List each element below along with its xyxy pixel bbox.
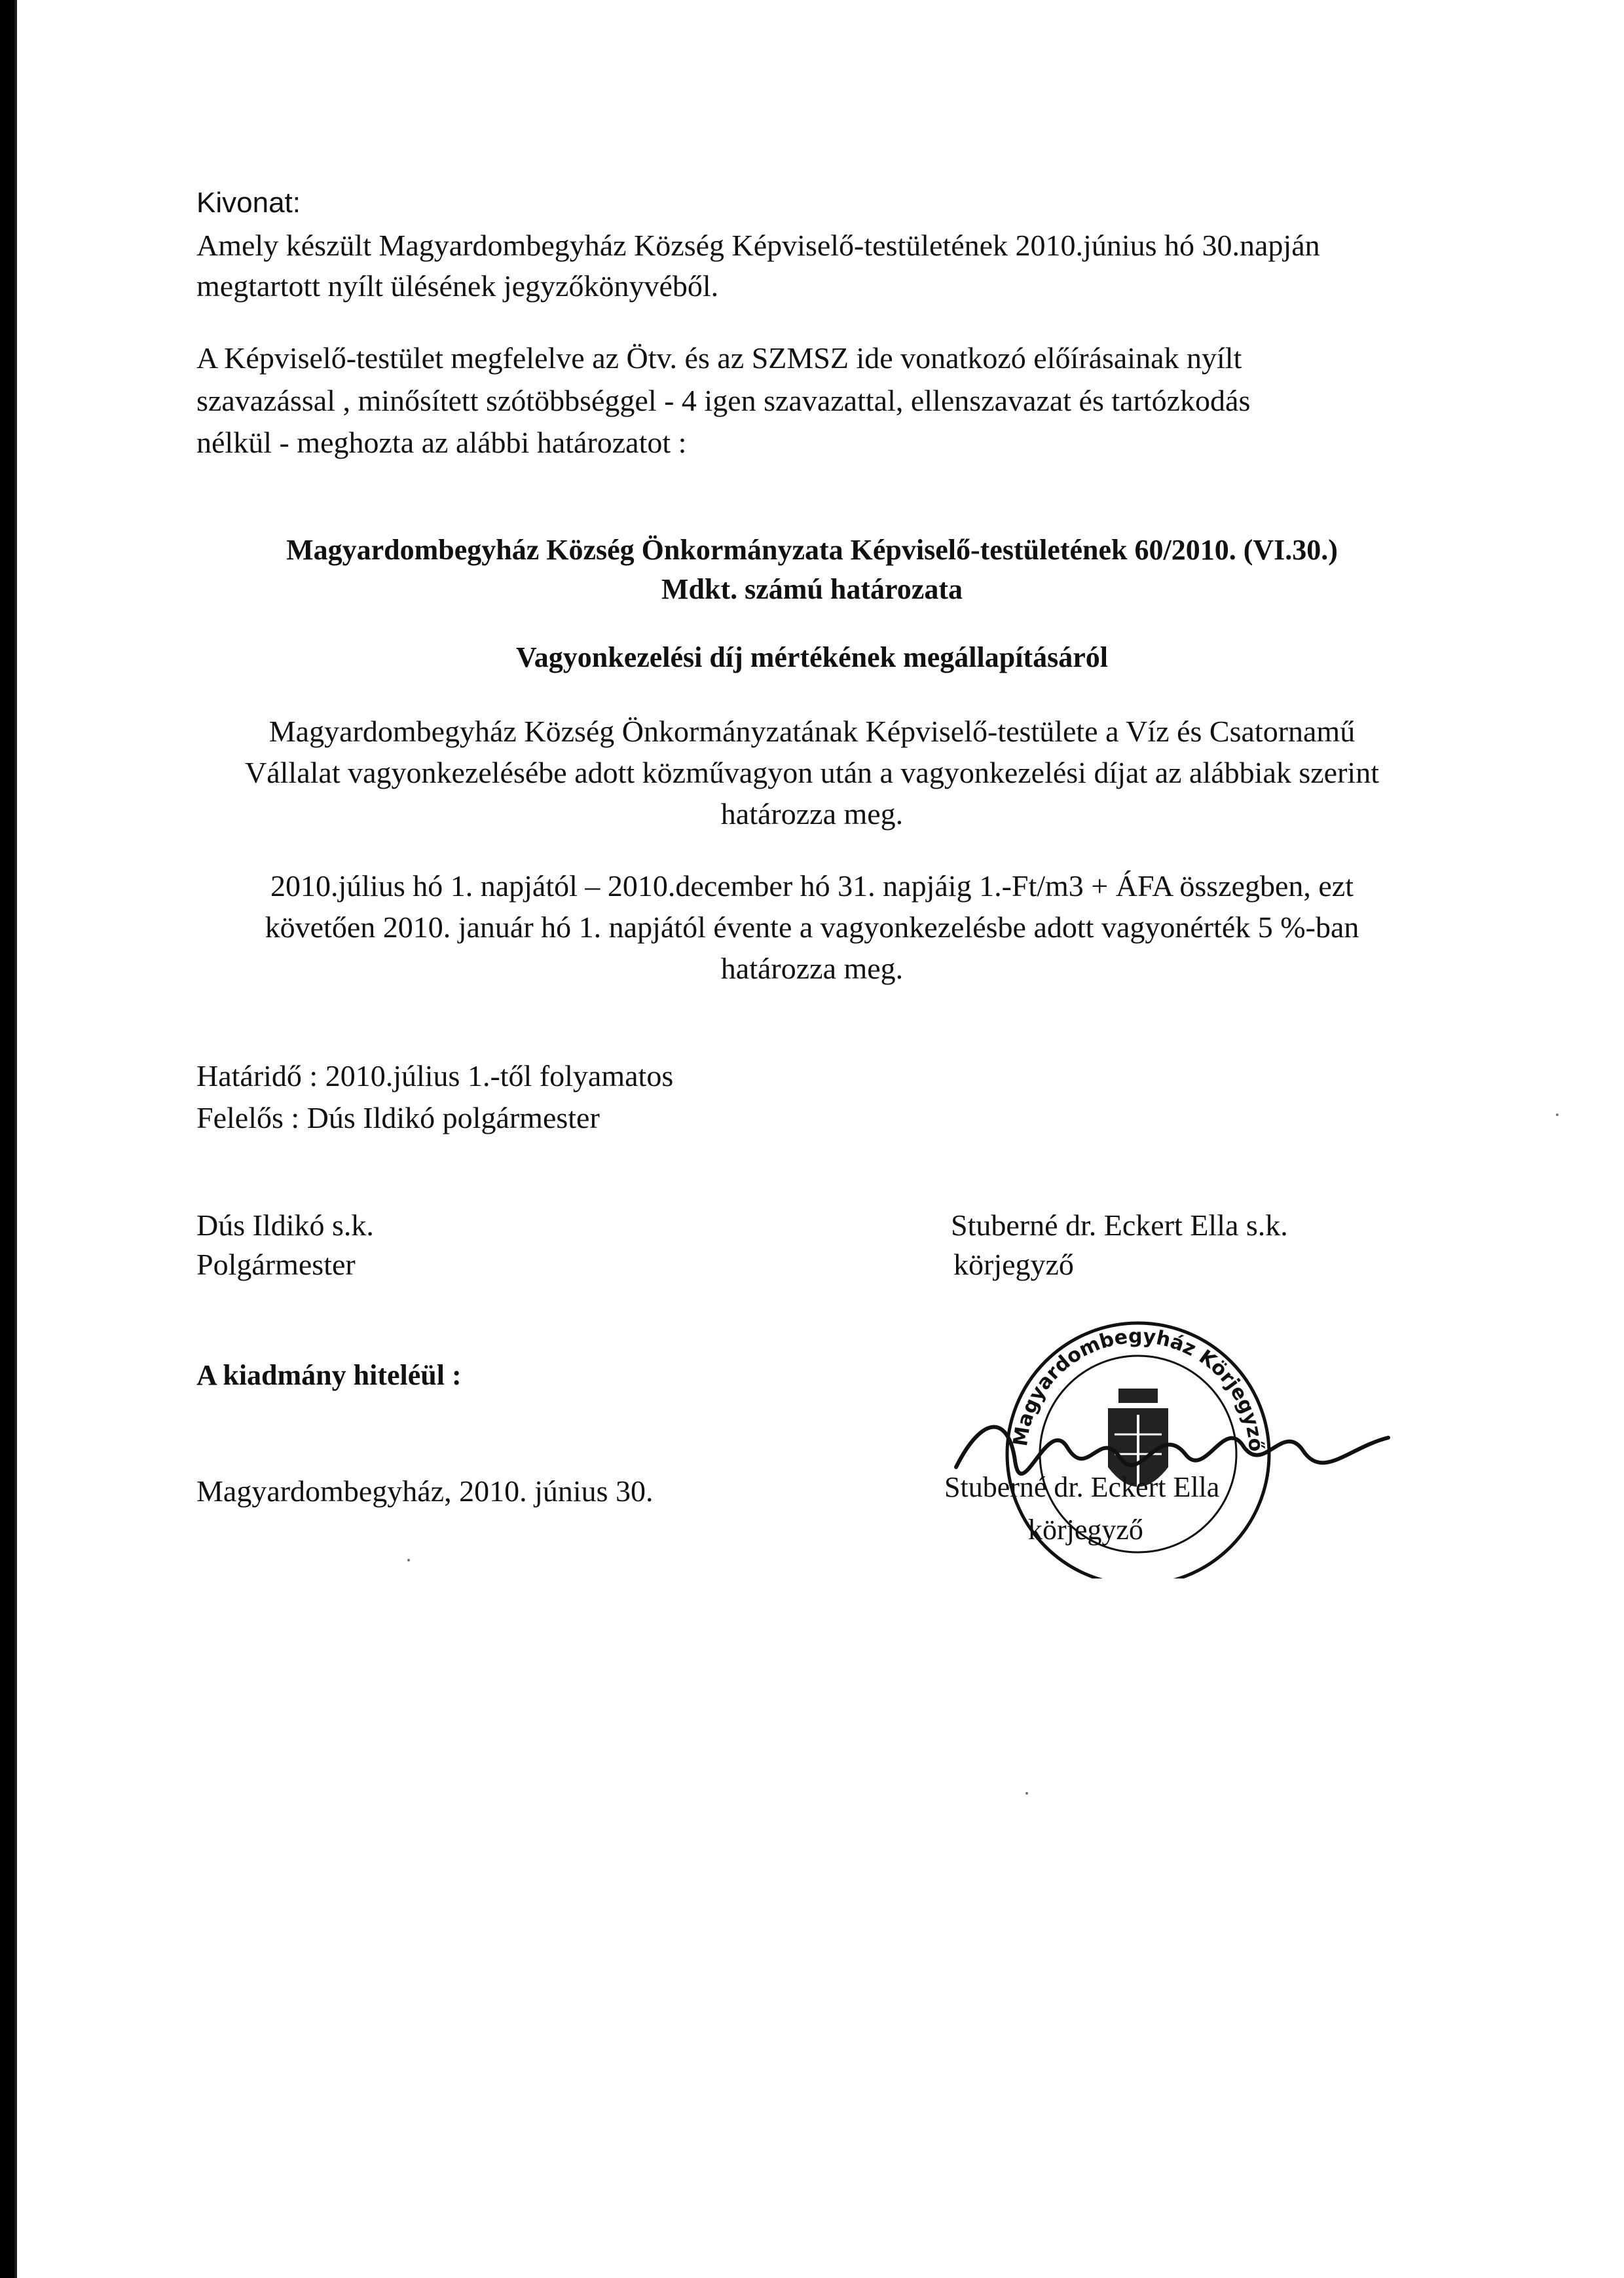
resolution-subject: Vagyonkezelési díj mértékének megállapításáról bbox=[516, 641, 1108, 673]
right-signatory-name: Stuberné dr. Eckert Ella s.k. bbox=[951, 1208, 1288, 1242]
stamp-ring-text: Magyardombegyház Körjegyző bbox=[1008, 1324, 1268, 1453]
scan-speck bbox=[1025, 1792, 1028, 1795]
stamp-signature-block bbox=[930, 1316, 1401, 1578]
heading-kivonat: Kivonat: bbox=[196, 187, 301, 219]
left-signatory-title: Polgármester bbox=[196, 1248, 356, 1281]
fee-line-1: 2010.július hó 1. napjától – 2010.december hó 31. napjáig 1.-Ft/m3 + ÁFA összegben, ezt bbox=[270, 869, 1354, 903]
stamp-signer-name: Stuberné dr. Eckert Ella bbox=[944, 1471, 1220, 1503]
scan-speck bbox=[407, 1559, 410, 1561]
vote-line-2: szavazással , minősített szótöbbséggel - 4 igen szavazattal, ellenszavazat és tartózkodás bbox=[196, 384, 1251, 417]
intro-line-2: megtartott nyílt ülésének jegyzőkönyvéből. bbox=[196, 269, 719, 303]
resolution-title-line-1: Magyardombegyház Község Önkormányzata Képviselő-testületének 60/2010. (VI.30.) bbox=[286, 534, 1338, 566]
body-line-1: Magyardombegyház Község Önkormányzatának Képviselő-testülete a Víz és Csatornamű bbox=[268, 715, 1356, 748]
stamp-signer-title: körjegyző bbox=[1028, 1514, 1143, 1546]
fee-line-3: határozza meg. bbox=[720, 952, 904, 985]
certification-place-date: Magyardombegyház, 2010. június 30. bbox=[196, 1474, 654, 1508]
right-signatory-title: körjegyző bbox=[953, 1248, 1074, 1281]
certification-label: A kiadmány hiteléül : bbox=[196, 1359, 462, 1391]
body-line-2: Vállalat vagyonkezelésébe adott közművagyon után a vagyonkezelési díjat az alábbiak szerint bbox=[245, 756, 1379, 789]
vote-line-3: nélkül - meghozta az alábbi határozatot : bbox=[196, 426, 687, 459]
resolution-title-line-2: Mdkt. számú határozata bbox=[661, 573, 963, 605]
vote-line-1: A Képviselő-testület megfelelve az Ötv. és az SZMSZ ide vonatkozó előírásainak nyílt bbox=[196, 341, 1242, 375]
official-stamp-seal bbox=[930, 1316, 1401, 1578]
scan-speck bbox=[1556, 1113, 1559, 1116]
intro-line-1: Amely készült Magyardombegyház Község Képviselő-testületének 2010.június hó 30.napján bbox=[196, 229, 1320, 262]
left-signatory-name: Dús Ildikó s.k. bbox=[196, 1208, 374, 1242]
body-line-3: határozza meg. bbox=[720, 797, 904, 831]
scan-edge-inner bbox=[14, 0, 17, 2278]
scan-edge bbox=[0, 0, 14, 2278]
responsible-line: Felelős : Dús Ildikó polgármester bbox=[196, 1101, 600, 1134]
deadline-line: Határidő : 2010.július 1.-től folyamatos bbox=[196, 1059, 674, 1092]
fee-line-2: követően 2010. január hó 1. napjától évente a vagyonkezelésbe adott vagyonérték 5 %-ban bbox=[265, 910, 1359, 944]
